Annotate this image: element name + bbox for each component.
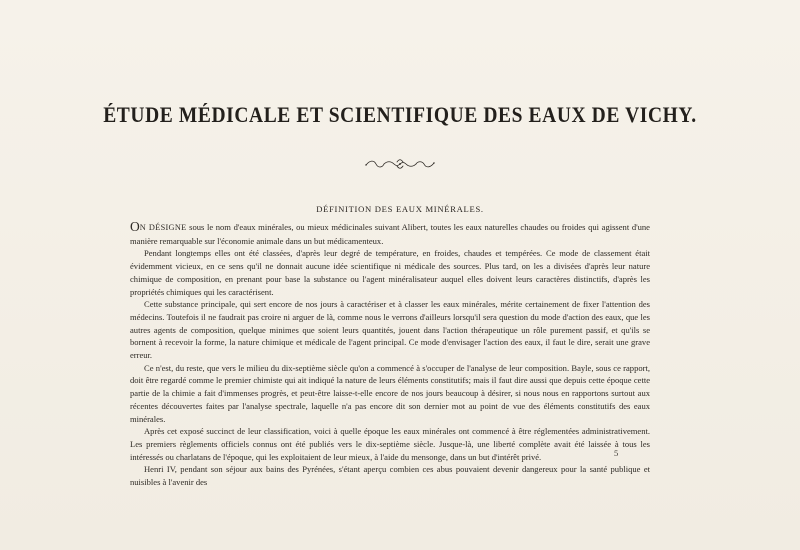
page-number: 5 (614, 448, 619, 458)
section-heading: DÉFINITION DES EAUX MINÉRALES. (316, 204, 484, 214)
paragraph-lead-smallcaps: N DÉSIGNE (139, 223, 187, 232)
paragraph-6: Henri IV, pendant son séjour aux bains des Pyrénées, s'étant aperçu combien ces abus pouvaient devenir dangereux pour la santé publique et nuisibles à l'avenir des (130, 464, 650, 488)
flourish-ornament-icon (364, 158, 436, 170)
paragraph-1 (130, 221, 650, 247)
paragraph-3: Cette substance principale, qui sert encore de nos jours à caractériser et à classer les eaux minérales, mérite certainement de fixer l'attention des médecins. Toutefois il ne faudrait pas croire ni arguer de là, comme nous le verrons d'ailleurs lorsqu'il sera question du mode d'action des eaux, que les autres agents de composition, quelque minimes que soient leurs quantités, jouent dans l'action thérapeutique un rôle purement passif, et qu'ils se bornent à recevoir la forme, la nature chimique et médicale de l'agent principal. Ce mode d'envisager l'action des eaux, il faut le dire, serait une grave erreur. (130, 299, 650, 361)
page-title: ÉTUDE MÉDICALE ET SCIENTIFIQUE DES EAUX DE VICHY. (103, 104, 697, 128)
drop-cap: O (130, 219, 140, 234)
paragraph-4: Ce n'est, du reste, que vers le milieu du dix-septième siècle qu'on a commencé à s'occuper de l'analyse de leur composition. Bayle, sous ce rapport, doit être regardé comme le premier chimiste qui ait indiqué la nature de leurs éléments constitutifs; mais il faut dire aussi que depuis cette époque cette partie de la chimie a fait d'immenses progrès, et peut-être laisse-t-elle encore de nos jours beaucoup à désirer, si nous nous en rapportons surtout aux récentes découvertes faites par l'analyse spectrale, laquelle n'a pas encore dit son dernier mot au point de vue des éléments constitutifs des eaux minérales. (130, 362, 650, 424)
body-text (130, 221, 650, 489)
paragraph-5: Après cet exposé succinct de leur classification, voici à quelle époque les eaux minérales ont commencé à être réglementées administrativement. Les premiers règlements officiels connus ont été publiés vers le dix-septième siècle. Jusque-là, une liberté complète avait été laissée à tous les intéressés ou charlatans de l'époque, qui les exploitaient de leur mieux, à l'aide du mensonge, dans un but d'intérêt privé. (130, 426, 650, 462)
paragraph-1-text: sous le nom d'eaux minérales, ou mieux médicinales suivant Alibert, toutes les eaux naturelles chaudes ou froides qui agissent d'une manière remarquable sur l'économie animale dans un but médicamenteux. (130, 222, 650, 246)
paragraph-2: Pendant longtemps elles ont été classées, d'après leur degré de température, en froides, chaudes et tempérées. Ce mode de classement était évidemment vicieux, en ce sens qu'il ne donnait aucune idée scientifique ni médicale des sources. Plus tard, on les a divisées d'après leur nature chimique de composition, en prenant pour base la substance ou l'agent minéralisateur auquel elles doivent leurs caractères distinctifs, d'après les propriétés chimiques qui les caractérisent. (130, 248, 650, 297)
